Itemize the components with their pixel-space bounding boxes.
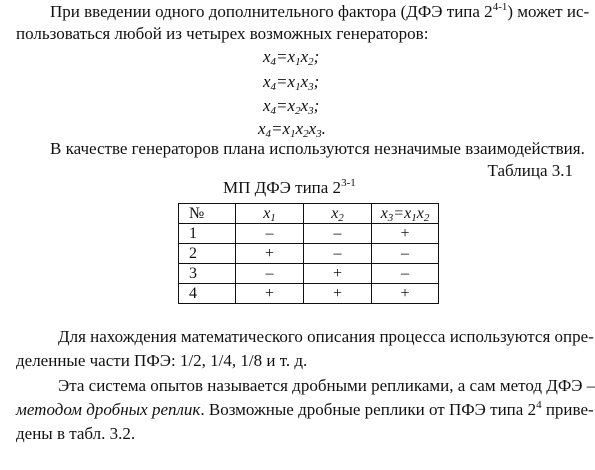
generator-formula-4: $x_4=x_1x_2x_3$. (258, 119, 326, 140)
design-matrix-table (178, 203, 439, 304)
table-cell: 2 (179, 244, 236, 264)
paragraph-3-line-1: Для нахождения математического описания процесса используются опре- (58, 327, 594, 346)
table-cell: – (236, 264, 304, 284)
table-cell: + (304, 284, 372, 304)
table-cell: – (304, 244, 372, 264)
paragraph-4-line-2: методом дробных реплик. Возможные дробные реплики от ПФЭ типа $2^4$ приве- (16, 399, 594, 419)
generator-formula-1: $x_4=x_1x_2$; (263, 47, 320, 68)
paragraph-1-line-2: пользоваться любой из четырех возможных генераторов: (16, 24, 429, 43)
text-run: ) может ис- (507, 2, 590, 21)
header-number: № (179, 204, 236, 224)
header-x1: $x_1$ (236, 204, 304, 224)
table-cell: 4 (179, 284, 236, 304)
paragraph-3-line-2: деленные части ПФЭ: 1/2, 1/4, 1/8 и т. д. (16, 351, 308, 370)
emphasis-term: методом дробных реплик (16, 400, 201, 419)
table-cell: + (372, 224, 439, 244)
table-header-row (179, 204, 439, 224)
paragraph-1-line-1 (50, 2, 589, 22)
generator-formula-2: $x_4=x_1x_3$; (263, 72, 320, 93)
table-cell: + (236, 284, 304, 304)
table-row (179, 224, 439, 244)
table-cell: 1 (179, 224, 236, 244)
header-x3: $x_3=x_1x_2$ (372, 204, 439, 224)
generator-formula-3: $x_4=x_2x_3$; (263, 96, 320, 117)
paragraph-4-line-3: дены в табл. 3.2. (16, 424, 136, 443)
table-cell: + (372, 284, 439, 304)
table-cell: + (236, 244, 304, 264)
table-row (179, 244, 439, 264)
table-row (179, 284, 439, 304)
text-run: При введении одного дополнительного фактора (ДФЭ типа 2 (50, 2, 493, 21)
table-row (179, 264, 439, 284)
table-cell: – (236, 224, 304, 244)
table-title: МП ДФЭ типа 2$^{3-1}$ (223, 177, 356, 197)
paragraph-4-line-1: Эта система опытов называется дробными репликами, а сам метод ДФЭ – (58, 376, 595, 395)
header-x2: $x_2$ (304, 204, 372, 224)
table-label: Таблица 3.1 (487, 161, 573, 180)
superscript: 4-1 (492, 1, 508, 13)
table-cell: + (304, 264, 372, 284)
table-cell: – (372, 244, 439, 264)
table-cell: 3 (179, 264, 236, 284)
table-cell: – (304, 224, 372, 244)
paragraph-2: В качестве генераторов плана используются незначимые взаимодействия. (50, 139, 585, 158)
table-cell: – (372, 264, 439, 284)
